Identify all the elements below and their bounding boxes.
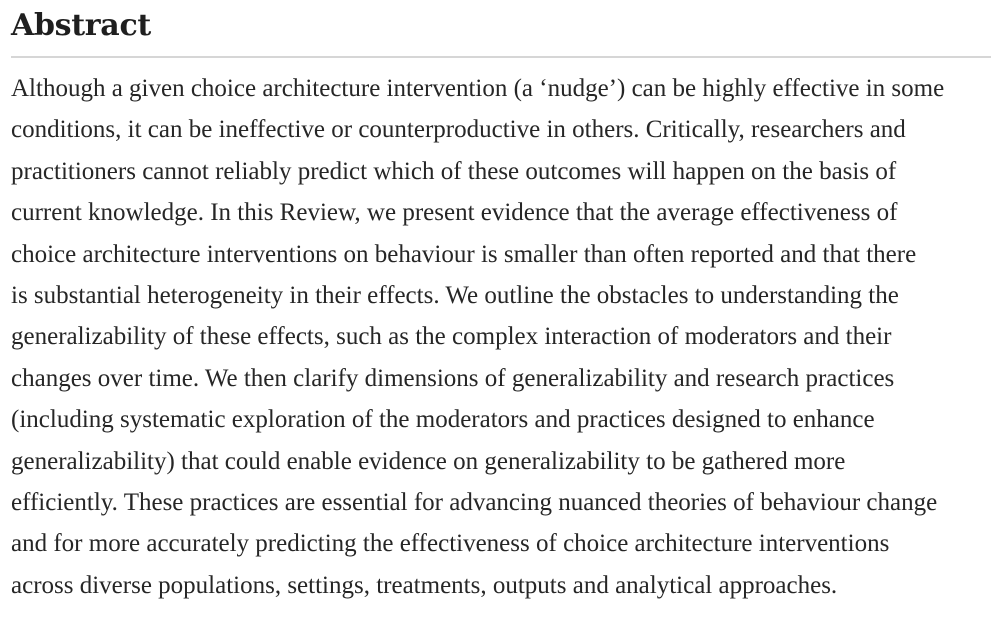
abstract-line: conditions, it can be ineffective or counterproductive in others. Critically, researchers and bbox=[11, 116, 906, 144]
abstract-line: Although a given choice architecture intervention (a ‘nudge’) can be highly effective in some bbox=[11, 75, 945, 102]
abstract-line: (including systematic exploration of the moderators and practices designed to enhance bbox=[11, 406, 875, 434]
abstract-section bbox=[11, 0, 991, 599]
abstract-line: and for more accurately predicting the effectiveness of choice architecture interventions bbox=[11, 530, 890, 558]
heading-divider bbox=[11, 56, 991, 58]
abstract-body bbox=[11, 68, 991, 606]
abstract-line: is substantial heterogeneity in their effects. We outline the obstacles to understanding the bbox=[11, 281, 899, 309]
abstract-line: across diverse populations, settings, treatments, outputs and analytical approaches. bbox=[11, 571, 838, 599]
abstract-line: practitioners cannot reliably predict which of these outcomes will happen on the basis of bbox=[11, 157, 897, 185]
abstract-line: choice architecture interventions on behaviour is smaller than often reported and that there bbox=[11, 240, 917, 268]
abstract-line: current knowledge. In this Review, we present evidence that the average effectiveness of bbox=[11, 199, 898, 227]
abstract-line: changes over time. We then clarify dimensions of generalizability and research practices bbox=[11, 364, 895, 392]
abstract-line: efficiently. These practices are essential for advancing nuanced theories of behaviour change bbox=[11, 488, 938, 516]
abstract-line: generalizability of these effects, such as the complex interaction of moderators and their bbox=[11, 323, 892, 351]
abstract-heading: Abstract bbox=[11, 8, 151, 43]
abstract-line: generalizability) that could enable evidence on generalizability to be gathered more bbox=[11, 447, 846, 475]
